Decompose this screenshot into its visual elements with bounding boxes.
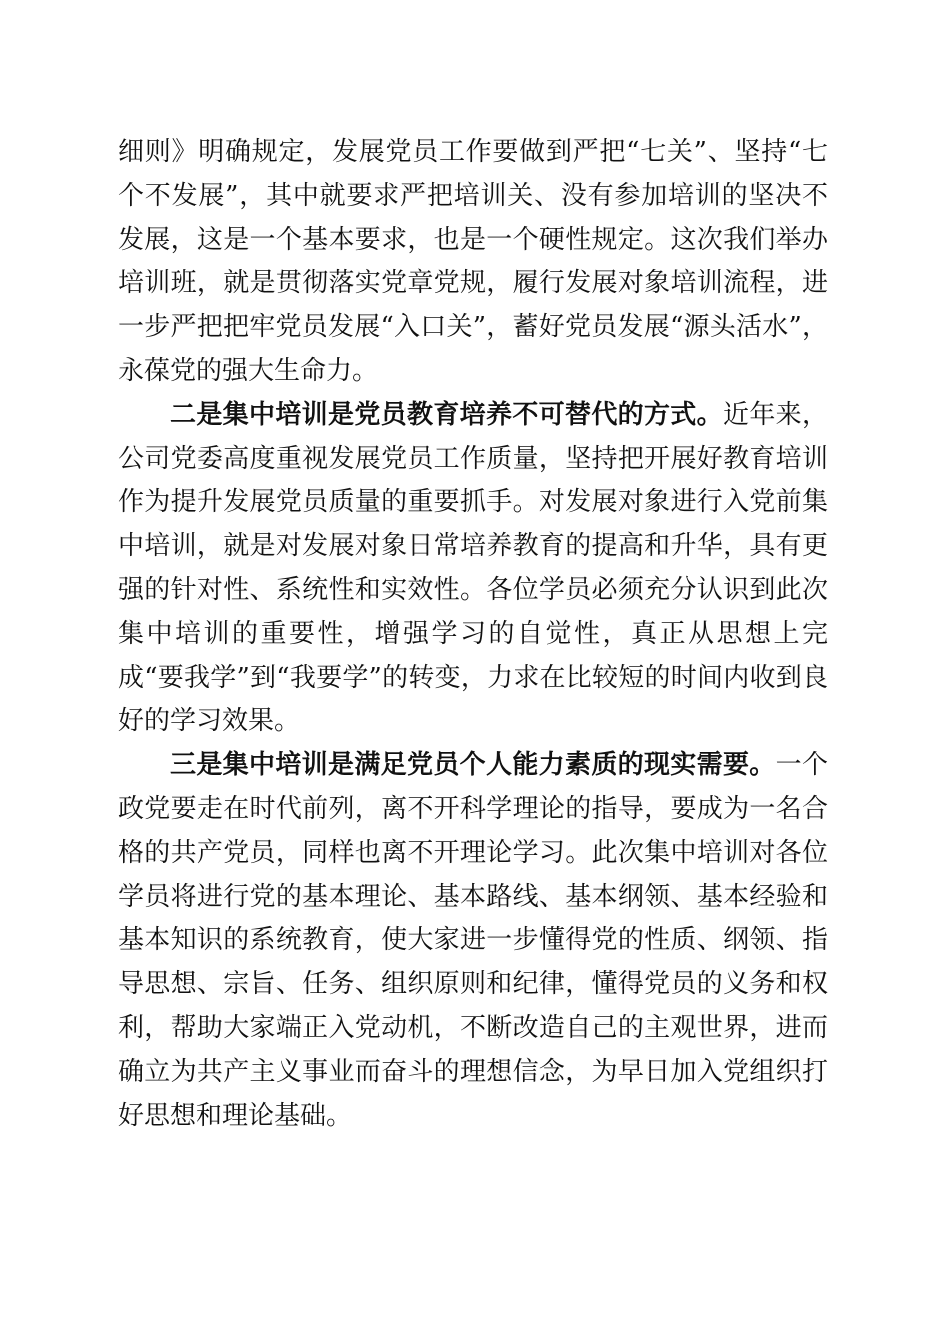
paragraph-text: 近年来，公司党委高度重视发展党员工作质量，坚持把开展好教育培训作为提升发展党员质量的重要抓手。对发展对象进行入党前集中培训，就是对发展对象日常培养教育的提高和升华，具有更强的针对性、系统性和实效性。各位学员必须充分认识到此次集中培训的重要性，增强学习的自觉性，真正从思想上完成“要我学”到“我要学”的转变，力求在比较短的时间内收到良好的学习效果。 (118, 399, 828, 737)
paragraph-lead-sentence: 三是集中培训是满足党员个人能力素质的现实需要。 (170, 750, 776, 781)
paragraph-lead-sentence: 二是集中培训是党员教育培养不可替代的方式。 (170, 399, 723, 430)
document-body (118, 131, 828, 1138)
paragraph-point-three (118, 744, 828, 1138)
paragraph-text: 细则》明确规定，发展党员工作要做到严把“七关”、坚持“七个不发展”，其中就要求严把培训关、没有参加培训的坚决不发展，这是一个基本要求，也是一个硬性规定。这次我们举办培训班，就是贯彻落实党章党规，履行发展对象培训流程，进一步严把把牢党员发展“入口关”，蓄好党员发展“源头活水”，永葆党的强大生命力。 (118, 137, 828, 386)
paragraph-text: 一个政党要走在时代前列，离不开科学理论的指导，要成为一名合格的共产党员，同样也离不开理论学习。此次集中培训对各位学员将进行党的基本理论、基本路线、基本纲领、基本经验和基本知识的系统教育，使大家进一步懂得党的性质、纲领、指导思想、宗旨、任务、组织原则和纪律，懂得党员的义务和权利，帮助大家端正入党动机，不断改造自己的主观世界，进而确立为共产主义事业而奋斗的理想信念，为早日加入党组织打好思想和理论基础。 (118, 750, 828, 1131)
paragraph-continuation (118, 131, 828, 394)
paragraph-point-two (118, 394, 828, 744)
